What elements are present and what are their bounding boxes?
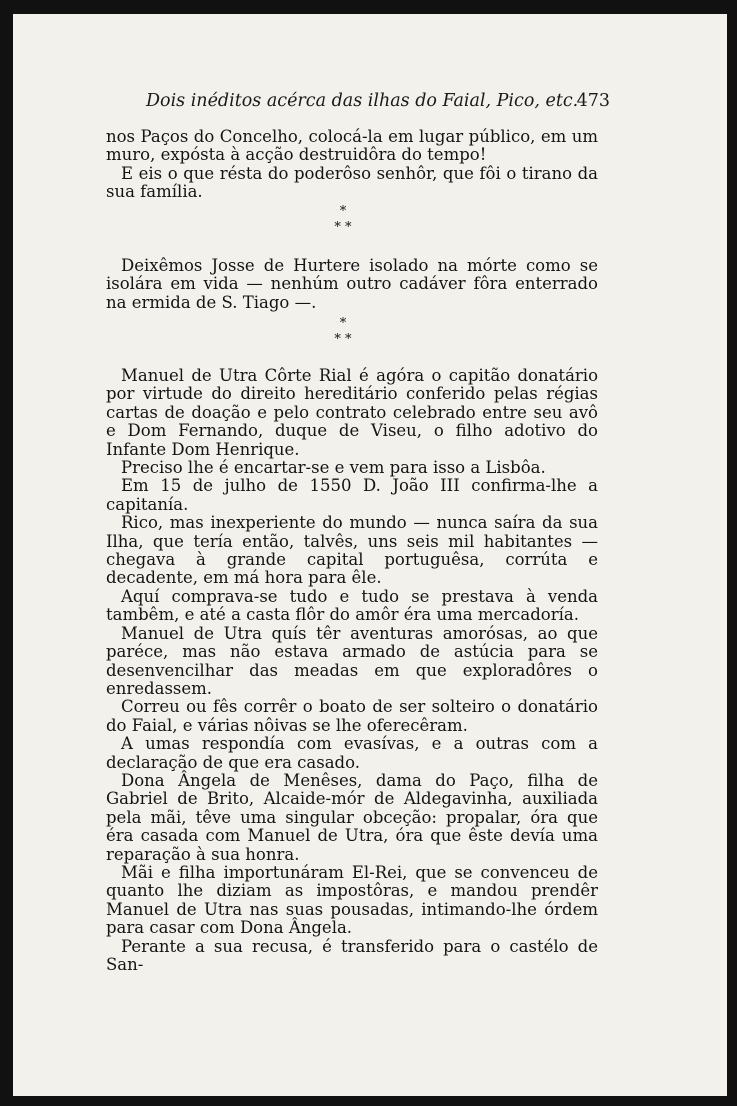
asterism-top: * [339,204,347,219]
text-block-3 [106,367,598,974]
page-number: 473 [576,91,610,111]
asterism-divider [313,316,373,348]
asterism-top: * [339,316,347,331]
running-header [146,91,610,111]
paragraph: nos Paços do Concelho, colocá-la em lugar público, em um muro, expósta à acção destruidôra do tempo! [106,127,598,165]
paragraph: Manuel de Utra quís têr aventuras amorósas, ao que paréce, mas não estava armado de astúcia para se desenvencilhar das meadas em que exploradôres o enredassem. [106,623,598,698]
paragraph: Rico, mas inexperiente do mundo — nunca saíra da sua Ilha, que tería então, talvês, uns seis mil habitantes — chegava à grande capital portuguêsa, corrúta e decadente, em má hora para êle. [106,513,598,588]
asterism-bottom: * * [334,332,352,347]
paragraph: Preciso lhe é encartar-se e vem para isso a Lisbôa. [121,458,546,478]
text-block-2 [106,257,598,312]
paragraph: Dona Ângela de Menêses, dama do Paço, filha de Gabriel de Brito, Alcaide-mór de Aldegavinha, auxiliada pela mãi, têve uma singular obceção: propalar, óra que éra casada com Manuel de Utra, óra que êste devía uma reparação à sua honra. [106,770,598,864]
paragraph: Deixêmos Josse de Hurtere isolado na mórte como se isolára em vida — nenhúm outro cadáver fôra enterrado na ermida de S. Tiago —. [106,256,598,312]
paragraph: A umas respondía com evasívas, e a outras com a declaração de que era casado. [106,734,598,772]
paragraph: Mãi e filha importunáram El-Rei, que se convenceu de quanto lhe diziam as impostôras, e mandou prendêr Manuel de Utra nas suas pousadas, intimando-lhe órdem para casar com Dona Ângela. [106,862,598,938]
running-title: Dois inéditos acérca das ilhas do Faial, Pico, etc. [146,91,579,111]
text-block-1 [106,128,598,202]
paragraph: Correu ou fês corrêr o boato de ser solteiro o donatário do Faial, e várias nôivas se lhe oferecêram. [106,697,598,735]
paragraph: Em 15 de julho de 1550 D. João III confirma-lhe a capitanía. [106,476,598,514]
book-page [13,14,727,1096]
asterism-bottom: * * [334,220,352,235]
paragraph: Aquí comprava-se tudo e tudo se prestava à venda tambêm, e até a casta flôr do amôr éra uma mercadoría. [106,586,598,625]
paragraph: Perante a sua recusa, é transferido para o castélo de San- [106,936,598,974]
paragraph: Manuel de Utra Côrte Rial é agóra o capitão donatário por virtude do direito hereditário conferido pelas régias cartas de doação e pelo contrato celebrado entre seu avô e Dom Fernando, duque de Viseu, o filho adotivo do Infante Dom Henrique. [106,366,598,459]
asterism-divider [313,204,373,236]
paragraph: E eis o que résta do poderôso senhôr, que fôi o tirano da sua família. [106,163,598,202]
